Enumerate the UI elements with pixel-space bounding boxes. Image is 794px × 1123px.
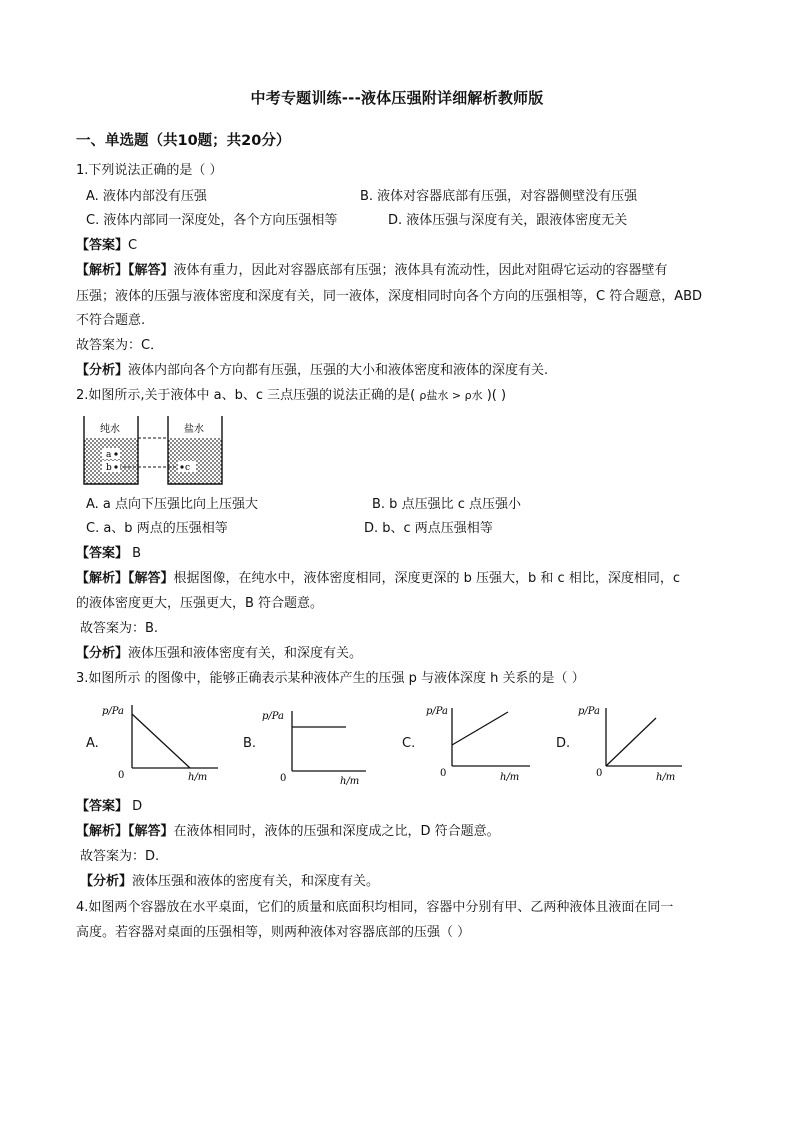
- beakers-figure: [78, 414, 228, 490]
- density-formula: ρ盐水 > ρ水: [419, 389, 483, 402]
- graph-a-origin: 0: [118, 770, 125, 781]
- graph-b-ylabel: p/Pa: [262, 711, 285, 722]
- analysis-tag: 【解析】【解答】: [76, 571, 174, 586]
- analysis-tag: 【解析】【解答】: [76, 824, 174, 839]
- fenxi-tag: 【分析】: [76, 646, 129, 661]
- graph-c-ylabel: p/Pa: [426, 706, 449, 717]
- q3-answer: [76, 798, 142, 816]
- point-a: [114, 452, 117, 455]
- pure-water-label: 纯水: [100, 424, 120, 435]
- answer-value: D: [132, 799, 143, 814]
- graph-c-origin: 0: [440, 768, 447, 779]
- q3-graph-d: [574, 700, 689, 785]
- graph-b-xlabel: h/m: [340, 776, 360, 787]
- q1-conclusion: 故答案为：C．: [76, 338, 164, 353]
- fenxi-tag: 【分析】: [76, 363, 129, 378]
- q2-analysis-line2: 的液体密度更大，压强更大，B 符合题意。: [76, 596, 324, 611]
- analysis-text: 在液体相同时，液体的压强和深度成之比，D 符合题意。: [173, 824, 500, 839]
- q2-analysis-line1: [76, 570, 680, 588]
- point-c-label: c: [185, 463, 191, 473]
- graph-a-line: [132, 714, 190, 768]
- q1-option-a: A. 液体内部没有压强: [86, 189, 207, 204]
- q1-answer: [76, 237, 137, 255]
- q3-graph-b-letter: B.: [243, 736, 257, 751]
- q3-conclusion: 故答案为：D.: [80, 849, 160, 864]
- analysis-text: 根据图像，在纯水中，液体密度相同，深度更深的 b 压强大，b 和 c 相比，深度相同，c: [173, 571, 680, 586]
- graph-d-xlabel: h/m: [656, 772, 676, 783]
- q2-option-a: A. a 点向下压强比向上压强大: [86, 497, 259, 512]
- graph-a-xlabel: h/m: [188, 772, 208, 783]
- q1-option-c: C. 液体内部同一深度处，各个方向压强相等: [86, 213, 338, 228]
- fenxi-text: 液体压强和液体密度有关，和深度有关。: [128, 646, 363, 661]
- document-title: 中考专题训练---液体压强附详细解析教师版: [250, 89, 544, 107]
- analysis-text: 液体有重力，因此对容器底部有压强；液体具有流动性，因此对阻碍它运动的容器壁有: [173, 263, 668, 278]
- q4-stem-line1: 4.如图两个容器放在水平桌面，它们的质量和底面积均相同，容器中分别有甲、乙两种液体且液面在同一: [76, 900, 674, 915]
- point-c: [180, 465, 183, 468]
- graph-d-origin: 0: [596, 768, 603, 779]
- q1-analysis-line3: 不符合题意.: [76, 313, 146, 328]
- q1-option-b: B. 液体对容器底部有压强，对容器侧壁没有压强: [360, 189, 638, 204]
- fenxi-tag: 【分析】: [80, 874, 133, 889]
- q3-graph-a-letter: A.: [86, 736, 99, 751]
- q1-option-d: D. 液体压强与深度有关，跟液体密度无关: [388, 213, 628, 228]
- section-heading: 一、单选题（共10题；共20分）: [76, 133, 291, 149]
- answer-tag: 【答案】: [76, 238, 129, 253]
- salt-water-label: 盐水: [184, 424, 204, 435]
- q1-analysis-line2: 压强；液体的压强与液体密度和深度有关，同一液体，深度相同时向各个方向的压强相等，C 符合题意，ABD: [76, 289, 703, 304]
- answer-tag: 【答案】: [76, 799, 129, 814]
- q1-stem: 1.下列说法正确的是（ ）: [76, 163, 223, 178]
- answer-value: C: [128, 238, 138, 253]
- graph-d-line: [606, 718, 656, 766]
- q4-stem-line2: 高度。若容器对桌面的压强相等，则两种液体对容器底部的压强（ ）: [76, 925, 471, 940]
- fenxi-text: 液体内部向各个方向都有压强，压强的大小和液体密度和液体的深度有关.: [128, 363, 549, 378]
- q2-stem-end: )( ): [486, 388, 507, 403]
- graph-c-line: [452, 712, 508, 745]
- analysis-tag: 【解析】【解答】: [76, 263, 174, 278]
- point-b: [114, 465, 117, 468]
- q1-analysis-line1: [76, 262, 668, 280]
- q2-option-d: D. b、c 两点压强相等: [364, 521, 493, 536]
- q2-answer: [76, 545, 141, 563]
- q3-graph-c: [420, 700, 535, 785]
- q3-stem: 3.如图所示 的图像中，能够正确表示某种液体产生的压强 p 与液体深度 h 关系的是（ ）: [76, 671, 585, 686]
- answer-value: B: [132, 546, 142, 561]
- graph-c-xlabel: h/m: [500, 772, 520, 783]
- q2-option-b: B. b 点压强比 c 点压强小: [372, 497, 521, 512]
- q3-graph-c-letter: C.: [402, 736, 416, 751]
- point-a-label: a: [106, 450, 112, 460]
- q3-graph-b: [258, 703, 373, 788]
- q2-option-c: C. a、b 两点的压强相等: [86, 521, 228, 536]
- q2-conclusion: 故答案为：B.: [80, 621, 159, 636]
- point-b-label: b: [106, 463, 112, 473]
- q2-fenxi: [76, 645, 362, 663]
- q3-graph-d-letter: D.: [556, 736, 571, 751]
- q2-stem: [76, 387, 506, 405]
- answer-tag: 【答案】: [76, 546, 129, 561]
- q2-stem-text: 2.如图所示,关于液体中 a、b、c 三点压强的说法正确的是(: [76, 388, 416, 403]
- q3-analysis: [76, 823, 500, 841]
- graph-b-origin: 0: [280, 773, 287, 784]
- graph-a-ylabel: p/Pa: [102, 706, 125, 717]
- fenxi-text: 液体压强和液体的密度有关，和深度有关。: [132, 874, 380, 889]
- q3-fenxi: [80, 873, 379, 891]
- q1-fenxi: [76, 362, 548, 380]
- q3-graph-a: [100, 700, 225, 785]
- graph-d-ylabel: p/Pa: [578, 706, 601, 717]
